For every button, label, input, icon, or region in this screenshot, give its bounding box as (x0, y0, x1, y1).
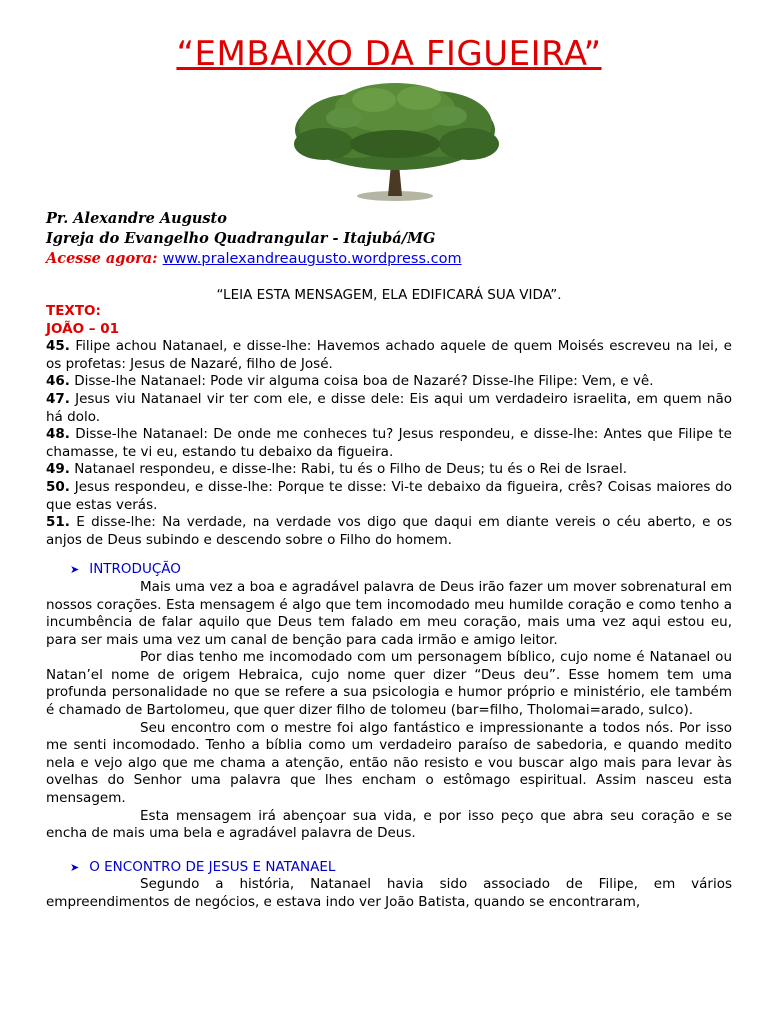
access-label: Acesse agora: (46, 250, 158, 267)
arrowhead-icon: ➤ (70, 563, 80, 577)
verse: 49. Natanael respondeu, e disse-lhe: Rabi, tu és o Filho de Deus; tu és o Rei de Israel. (46, 461, 627, 478)
website-link[interactable]: www.pralexandreaugusto.wordpress.com (162, 251, 462, 267)
verse: 46. Disse-lhe Natanael: Pode vir alguma coisa boa de Nazaré? Disse-lhe Filipe: Vem, e vê. (46, 373, 654, 390)
author-name: Pr. Alexandre Augusto (46, 210, 227, 227)
reference-label: JOÃO – 01 (46, 320, 119, 337)
paragraph: Esta mensagem irá abençoar sua vida, e por isso peço que abra seu coração e se encha de mais uma bela e agradável palavra de Deus. (46, 807, 732, 842)
paragraph: Mais uma vez a boa e agradável palavra de Deus irão fazer um mover sobrenatural em nossos corações. Esta mensagem é algo que tem incomodado meu humilde coração e como tenho a incumbência de falar aquilo que Deus tem falado em meu coração, mais uma vez aqui estou eu, para ser mais uma vez um canal de benção para cada irmão e amigo leitor. (46, 578, 732, 648)
tree-image (284, 78, 506, 208)
verse: 47. Jesus viu Natanael vir ter com ele, e disse dele: Eis aqui um verdadeiro israelita, em quem não há dolo. (46, 390, 732, 425)
quote-line: “LEIA ESTA MENSAGEM, ELA EDIFICARÁ SUA VIDA”. (216, 287, 562, 303)
body-text (46, 303, 732, 912)
verse: 51. E disse-lhe: Na verdade, na verdade vos digo que daqui em diante vereis o céu aberto, e os anjos de Deus subindo e descendo sobre o Filho do homem. (46, 514, 732, 548)
arrowhead-icon: ➤ (70, 860, 80, 874)
text-label: TEXTO: (46, 303, 101, 319)
document-title: “EMBAIXO DA FIGUEIRA” (176, 34, 602, 74)
access-line (46, 249, 462, 269)
verse: 48. Disse-lhe Natanael: De onde me conheces tu? Jesus respondeu, e disse-lhe: Antes que Filipe te chamasse, te vi eu, estando tu debaixo da figueira. (46, 426, 732, 460)
verse: 45. Filipe achou Natanael, e disse-lhe: Havemos achado aquele de quem Moisés escreveu na lei, e os profetas: Jesus de Nazaré, filho de José. (46, 338, 732, 372)
paragraph: Seu encontro com o mestre foi algo fantástico e impressionante a todos nós. Por isso me senti incomodado. Tenho a bíblia como um verdadeiro paraíso de sabedoria, e quando medito nela e vejo algo que me chama a atenção, então não resisto e vou buscar algo mais para levar às ovelhas do Senhor uma palavra que lhes encham o estômago espiritual. Assim nasceu esta mensagem. (46, 719, 732, 807)
verse: 50. Jesus respondeu, e disse-lhe: Porque te disse: Vi-te debaixo da figueira, crês? Coisas maiores do que estas verás. (46, 478, 732, 513)
section-heading-introducao: ➤ INTRODUÇÃO (70, 561, 181, 578)
section-heading-encontro: ➤ O ENCONTRO DE JESUS E NATANAEL (70, 858, 336, 875)
church-name: Igreja do Evangelho Quadrangular - Itajubá/MG (46, 230, 436, 247)
paragraph: Segundo a história, Natanael havia sido associado de Filipe, em vários empreendimentos de negócios, e estava indo ver João Batista, quando se encontraram, (46, 876, 732, 910)
author-block (46, 209, 462, 269)
paragraph: Por dias tenho me incomodado com um personagem bíblico, cujo nome é Natanael ou Natan’el nome de origem Hebraica, cujo nome quer dizer “Deus deu”. Esse homem tem uma profunda personalidade no que se refere a sua psicologia e humor próprio e ministério, ele também é chamado de Bartolomeu, que quer dizer filho de tolomeu (bar=filho, Tholomai=arado, sulco). (46, 649, 732, 719)
